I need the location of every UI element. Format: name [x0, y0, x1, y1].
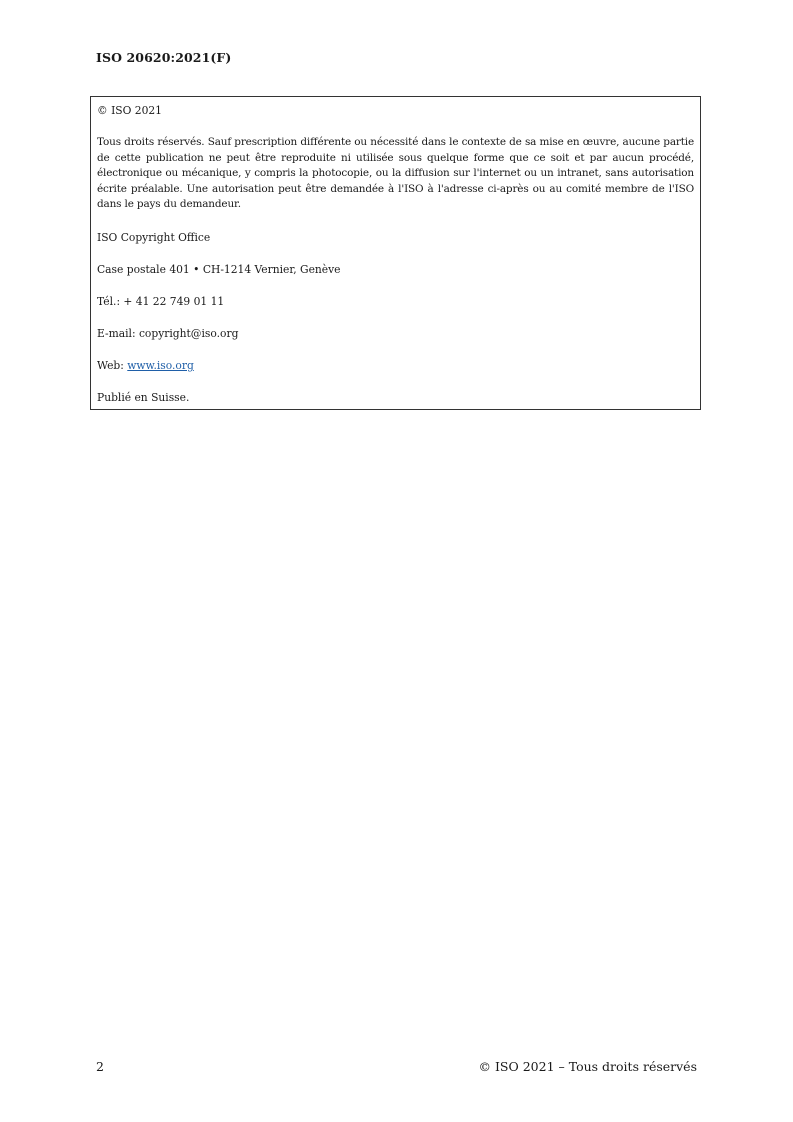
document-identifier: ISO 20620:2021(F) [96, 50, 232, 65]
published-note: Publié en Suisse. [97, 391, 190, 405]
phone-number: Tél.: + 41 22 749 01 11 [97, 294, 225, 308]
rights-paragraph: Tous droits réservés. Sauf prescription différente ou nécessité dans le contexte de sa mise en œuvre, aucune partie de cette publication ne peut être reproduite ni utilisée sous quelque forme que ce soit et par aucun procédé, électronique ou mécanique, y compris la photocopie, ou la diffusion sur l'internet ou un intranet, sans autorisation écrite préalable. Une autorisation peut être demandée à l'ISO à l'adresse ci-après ou au comité membre de l'ISO dans le pays du demandeur. [97, 136, 694, 211]
copyright-notice-box [90, 96, 701, 410]
postal-address: Case postale 401 • CH-1214 Vernier, Genève [97, 262, 341, 276]
office-name: ISO Copyright Office [97, 230, 211, 244]
email-address: E-mail: copyright@iso.org [97, 326, 239, 340]
copyright-line: © ISO 2021 [97, 104, 162, 117]
web-line [97, 358, 694, 374]
footer-copyright: © ISO 2021 – Tous droits réservés [478, 1059, 697, 1074]
web-label: Web: [97, 358, 128, 372]
page-number: 2 [96, 1059, 104, 1074]
web-link[interactable]: www.iso.org [127, 358, 194, 372]
